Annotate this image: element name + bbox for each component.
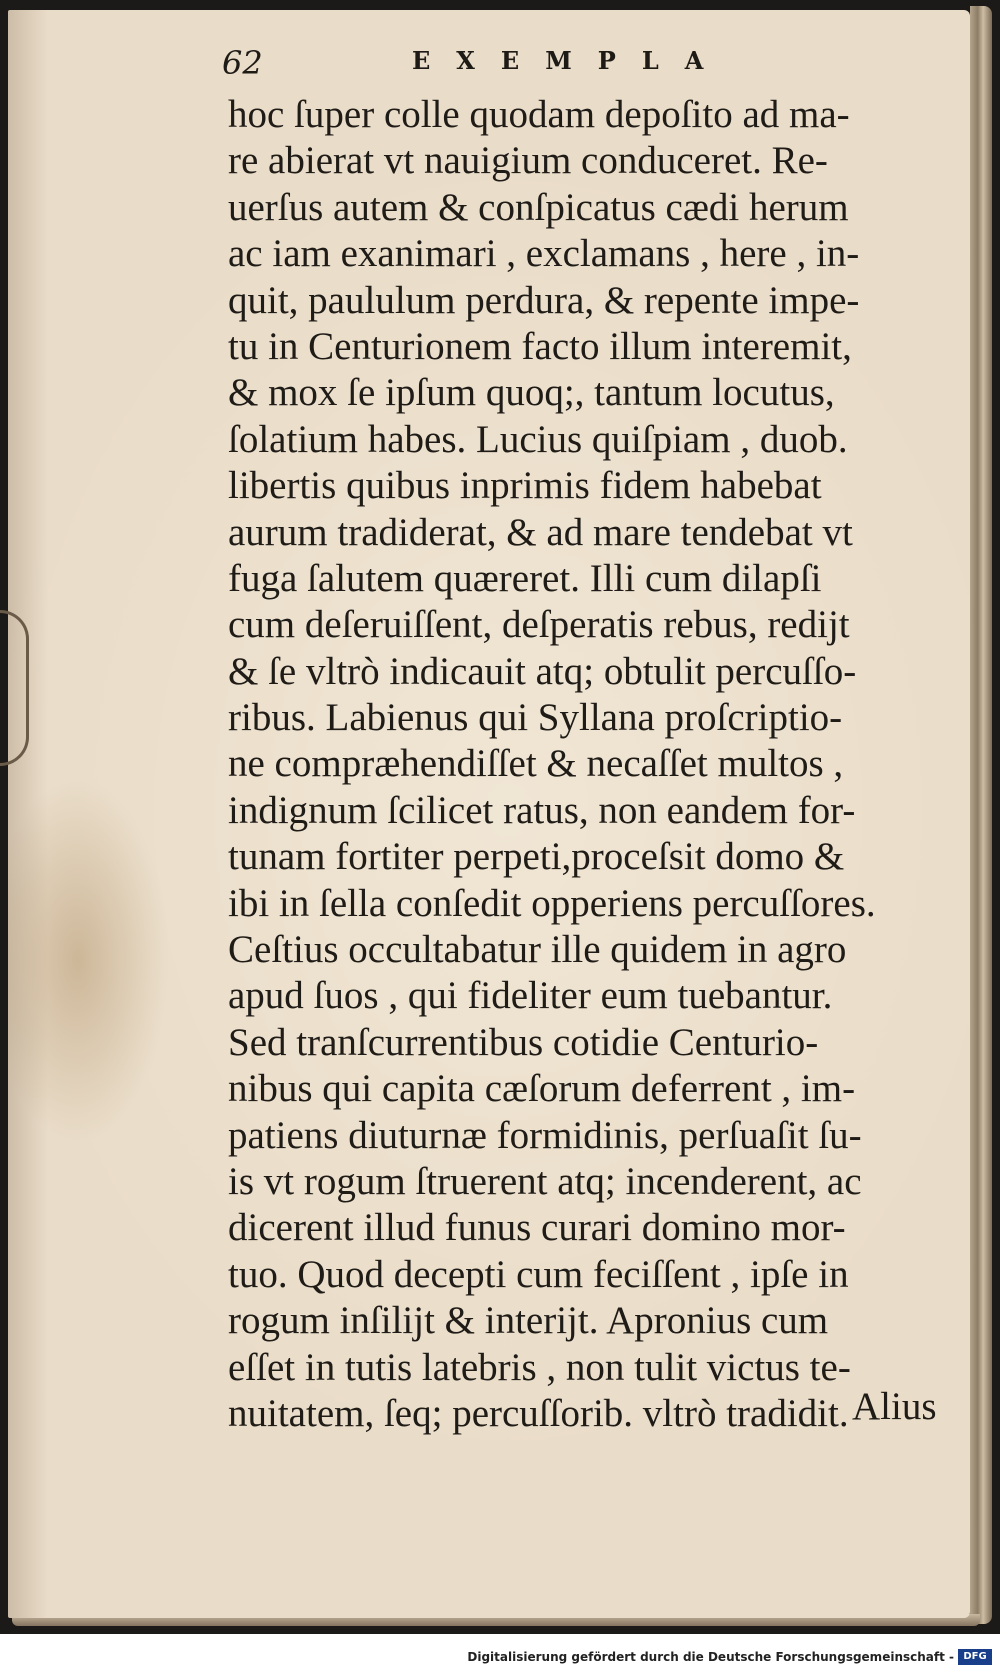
binding-clasp [0, 610, 29, 766]
text-line: aurum tradiderat, & ad mare tendebat vt [228, 510, 853, 554]
funding-credit: Digitalisierung gefördert durch die Deutsche Forschungsgemeinschaft - [467, 1650, 954, 1664]
page-header [222, 40, 762, 90]
text-line: fuga ſalutem quæreret. Illi cum dilapſi [228, 556, 822, 600]
text-line: ac iam exanimari , exclamans , here , in- [228, 232, 860, 276]
text-line: ſolatium habes. Lucius quiſpiam , duob. [228, 417, 848, 461]
text-line: ribus. Labienus qui Syllana proſcriptio- [228, 696, 843, 740]
text-line: cum deſeruiſſent, deſperatis rebus, redijt [228, 603, 850, 647]
book-fore-edge [970, 6, 992, 1624]
text-line: re abierat vt nauigium conduceret. Re- [228, 139, 828, 183]
dfg-logo-icon: DFG [958, 1649, 992, 1665]
footer-bar [0, 1646, 1000, 1672]
text-line: is vt rogum ſtruerent atq; incenderent, ac [228, 1159, 862, 1203]
text-line: Sed tranſcurrentibus cotidie Centurio- [228, 1020, 819, 1064]
text-line: ne compræhendiſſet & necaſſet multos , [228, 742, 844, 786]
text-line: & mox ſe ipſum quoq;, tantum locutus, [228, 371, 835, 415]
text-line: dicerent illud funus curari domino mor- [228, 1206, 846, 1250]
text-line: apud ſuos , qui fideliter eum tuebantur. [228, 974, 833, 1018]
text-line: quit, paululum perdura, & repente impe- [228, 278, 860, 322]
page-number: 62 [222, 44, 263, 82]
text-line: Ceſtius occultabatur ille quidem in agro [228, 928, 847, 972]
text-line: & ſe vltrò indicauit atq; obtulit percuſſo- [228, 649, 857, 693]
text-line: tu in Centurionem facto illum interemit, [228, 324, 852, 368]
text-line: tunam fortiter perpeti,proceſsit domo & [228, 835, 845, 879]
text-line: rogum inſilijt & interijt. Apronius cum [228, 1299, 829, 1343]
text-line: eſſet in tutis latebris , non tulit victus te- [228, 1345, 851, 1389]
text-line: uerſus autem & conſpicatus cædi herum [228, 185, 849, 229]
text-line: tuo. Quod decepti cum feciſſent , ipſe in [228, 1252, 849, 1296]
catchword: Alius [852, 1385, 937, 1428]
text-line: nuitatem, ſeq; percuſſorib. vltrò tradidit. [228, 1391, 849, 1435]
text-line: hoc ſuper colle quodam depoſito ad ma- [228, 93, 850, 136]
text-line: ibi in ſella conſedit opperiens percuſſores. [228, 881, 876, 925]
body-text [228, 92, 948, 1437]
text-line: libertis quibus inprimis fidem habebat [228, 464, 822, 508]
text-line: patiens diuturnæ formidinis, perſuaſit ſu- [228, 1113, 862, 1157]
text-line: indignum ſcilicet ratus, non eandem for- [228, 788, 856, 832]
running-title: EXEMPLA [412, 46, 730, 75]
text-line: nibus qui capita cæſorum deferrent , im- [228, 1067, 856, 1111]
